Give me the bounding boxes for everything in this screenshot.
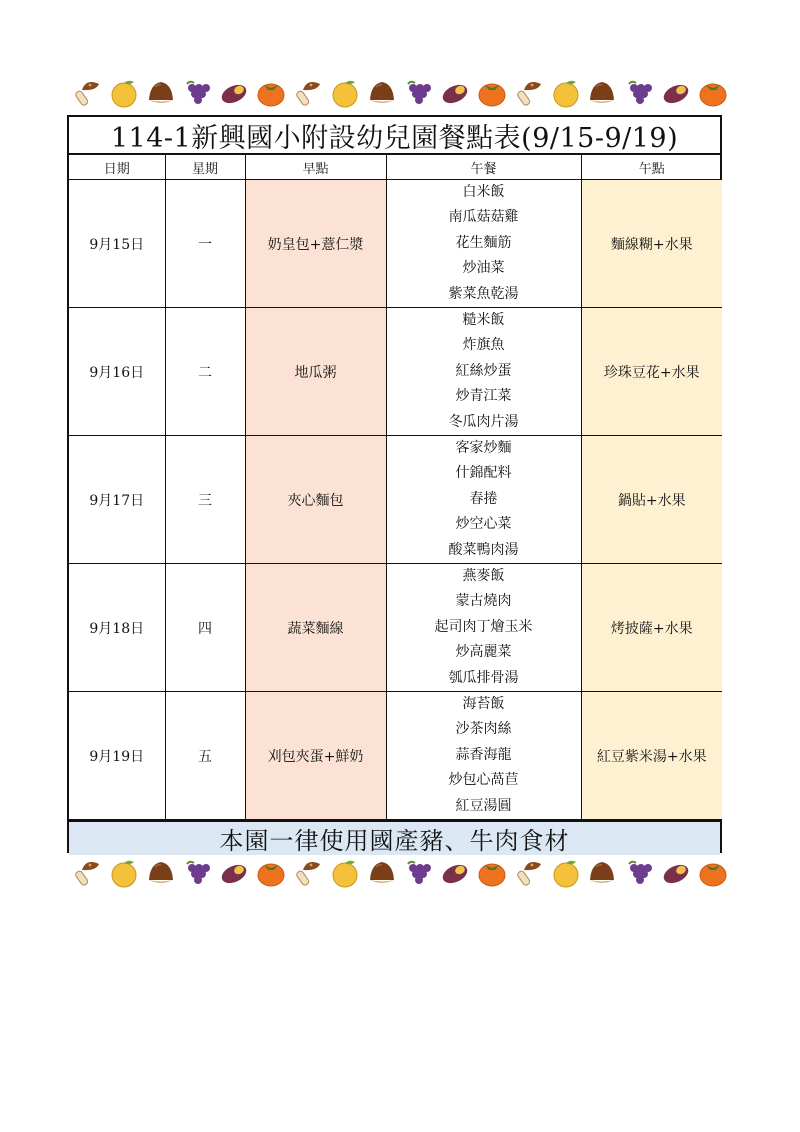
lunch-cell — [386, 436, 581, 564]
grapes-icon — [403, 78, 433, 108]
grapes-icon — [182, 858, 212, 888]
snack-cell: 珍珠豆花+水果 — [581, 308, 722, 436]
sweet-potato-icon — [219, 858, 249, 888]
mushroom-icon — [72, 858, 102, 888]
breakfast-cell: 地瓜粥 — [245, 308, 386, 436]
meal-table — [69, 155, 722, 820]
date-cell: 9月19日 — [69, 692, 165, 820]
weekday-cell: 二 — [165, 308, 245, 436]
header-lunch: 午餐 — [386, 155, 581, 180]
mushroom-icon — [72, 78, 102, 108]
lunch-cell — [386, 308, 581, 436]
footer-note: 本園一律使用國產豬、牛肉食材 — [69, 820, 720, 855]
yuzu-icon — [330, 78, 360, 108]
lunch-dish: 炒油菜 — [462, 260, 505, 277]
lunch-cell — [386, 564, 581, 692]
date-cell: 9月18日 — [69, 564, 165, 692]
lunch-dish: 什錦配料 — [455, 465, 512, 482]
header-weekday: 星期 — [165, 155, 245, 180]
lunch-dish: 瓠瓜排骨湯 — [448, 669, 519, 686]
sweet-potato-icon — [440, 78, 470, 108]
lunch-dish: 沙茶肉絲 — [455, 721, 512, 738]
lunch-dish: 燕麥飯 — [462, 568, 505, 585]
mushroom-icon — [293, 858, 323, 888]
page-title: 114-1新興國小附設幼兒園餐點表(9/15-9/19) — [69, 117, 720, 155]
lunch-dish: 炒高麗菜 — [455, 644, 512, 661]
snack-cell: 麵線糊+水果 — [581, 180, 722, 308]
yuzu-icon — [551, 858, 581, 888]
sweet-potato-icon — [661, 858, 691, 888]
fruit-border-bottom — [72, 856, 728, 890]
breakfast-cell: 夾心麵包 — [245, 436, 386, 564]
lunch-dish: 酸菜鴨肉湯 — [448, 541, 519, 558]
lunch-cell — [386, 692, 581, 820]
chestnut-icon — [587, 78, 617, 108]
menu-table-frame — [67, 115, 722, 853]
mushroom-icon — [514, 858, 544, 888]
persimmon-icon — [256, 858, 286, 888]
grapes-icon — [624, 78, 654, 108]
lunch-dish: 蒙古燒肉 — [455, 593, 512, 610]
breakfast-cell: 奶皇包+薏仁漿 — [245, 180, 386, 308]
yuzu-icon — [551, 78, 581, 108]
persimmon-icon — [477, 78, 507, 108]
table-row — [69, 564, 722, 692]
chestnut-icon — [367, 858, 397, 888]
header-date: 日期 — [69, 155, 165, 180]
date-cell: 9月17日 — [69, 436, 165, 564]
lunch-dish: 紅絲炒蛋 — [455, 362, 512, 379]
lunch-dish: 紅豆湯圓 — [455, 797, 512, 814]
breakfast-cell: 刈包夾蛋+鮮奶 — [245, 692, 386, 820]
lunch-dish: 南瓜菇菇雞 — [448, 209, 519, 226]
lunch-dish: 起司肉丁燴玉米 — [434, 618, 533, 635]
header-snack: 午點 — [581, 155, 722, 180]
table-row — [69, 308, 722, 436]
yuzu-icon — [330, 858, 360, 888]
lunch-dish: 花生麵筋 — [455, 234, 512, 251]
persimmon-icon — [256, 78, 286, 108]
chestnut-icon — [146, 858, 176, 888]
lunch-dish: 蒜香海龍 — [455, 746, 512, 763]
table-row — [69, 692, 722, 820]
yuzu-icon — [109, 78, 139, 108]
header-breakfast: 早點 — [245, 155, 386, 180]
lunch-dish: 紫菜魚乾湯 — [448, 285, 519, 302]
date-cell: 9月16日 — [69, 308, 165, 436]
persimmon-icon — [477, 858, 507, 888]
yuzu-icon — [109, 858, 139, 888]
weekday-cell: 三 — [165, 436, 245, 564]
persimmon-icon — [698, 78, 728, 108]
date-cell: 9月15日 — [69, 180, 165, 308]
grapes-icon — [403, 858, 433, 888]
weekday-cell: 五 — [165, 692, 245, 820]
snack-cell: 烤披薩+水果 — [581, 564, 722, 692]
chestnut-icon — [587, 858, 617, 888]
lunch-dish: 炒青江菜 — [455, 388, 512, 405]
mushroom-icon — [293, 78, 323, 108]
header-row — [69, 155, 722, 180]
lunch-dish: 春捲 — [469, 490, 498, 507]
lunch-dish: 客家炒麵 — [455, 440, 512, 457]
chestnut-icon — [146, 78, 176, 108]
mushroom-icon — [514, 78, 544, 108]
lunch-dish: 白米飯 — [462, 184, 505, 201]
persimmon-icon — [698, 858, 728, 888]
lunch-dish: 炒包心萵苣 — [448, 772, 519, 789]
weekday-cell: 四 — [165, 564, 245, 692]
lunch-dish: 炸旗魚 — [462, 337, 505, 354]
lunch-dish: 炒空心菜 — [455, 516, 512, 533]
sweet-potato-icon — [661, 78, 691, 108]
grapes-icon — [182, 78, 212, 108]
lunch-dish: 糙米飯 — [462, 312, 505, 329]
breakfast-cell: 蔬菜麵線 — [245, 564, 386, 692]
snack-cell: 鍋貼+水果 — [581, 436, 722, 564]
sweet-potato-icon — [219, 78, 249, 108]
lunch-cell — [386, 180, 581, 308]
grapes-icon — [624, 858, 654, 888]
snack-cell: 紅豆紫米湯+水果 — [581, 692, 722, 820]
weekday-cell: 一 — [165, 180, 245, 308]
table-row — [69, 436, 722, 564]
lunch-dish: 海苔飯 — [462, 696, 505, 713]
chestnut-icon — [367, 78, 397, 108]
table-row — [69, 180, 722, 308]
sweet-potato-icon — [440, 858, 470, 888]
fruit-border-top — [72, 76, 728, 110]
lunch-dish: 冬瓜肉片湯 — [448, 413, 519, 430]
